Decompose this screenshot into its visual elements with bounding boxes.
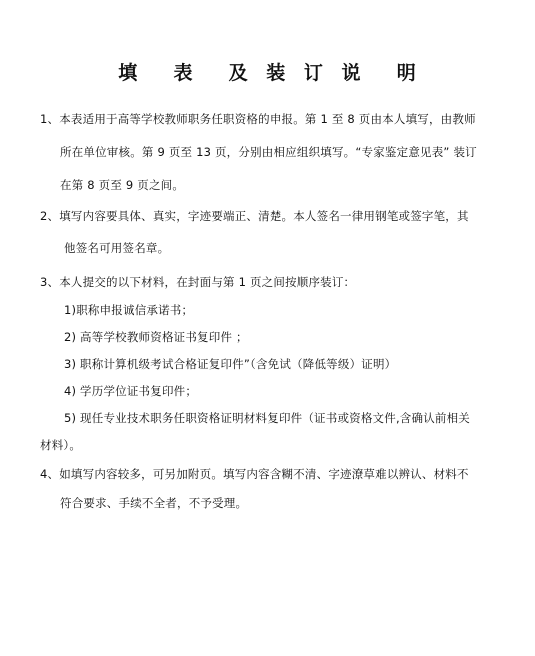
item-1-line-3: 在第 8 页至 9 页之间。 [60,178,185,192]
sub-item-3: 3) 职称计算机级考试合格证复印件”（含免试（降低等级）证明） [64,357,397,371]
item-4-line-2: 符合要求、手续不全者，不予受理。 [60,496,248,510]
item-4-line-1: 4、如填写内容较多，可另加附页。填写内容含糊不清、字迹潦草难以辨认、材料不 [40,467,469,481]
item-3-line-1: 3、本人提交的以下材料，在封面与第 1 页之间按顺序装订： [40,275,356,289]
item-1-line-1: 1、本表适用于高等学校教师职务任职资格的申报。第 1 至 8 页由本人填写，由教师 [40,112,476,126]
item-1-line-2: 所在单位审核。第 9 页至 13 页，分别由相应组织填写。“专家鉴定意见表” 装订 [60,145,477,159]
page-title: 填 表 及 装 订 说 明 [118,62,417,84]
sub-item-5-line-2: 材料）。 [40,438,82,452]
item-2-line-1: 2、填写内容要具体、真实，字迹要端正、清楚。本人签名一律用钢笔或签字笔，其 [40,209,469,223]
item-2-line-2: 他签名可用签名章。 [64,241,170,255]
sub-item-5-line-1: 5) 现任专业技术职务任职资格证明材料复印件（证书或资格文件,含确认前相关 [64,411,471,425]
sub-item-4: 4) 学历学位证书复印件； [64,384,198,398]
sub-item-2: 2) 高等学校教师资格证书复印件 ； [64,330,248,344]
sub-item-1: 1)职称申报诚信承诺书； [64,303,194,317]
